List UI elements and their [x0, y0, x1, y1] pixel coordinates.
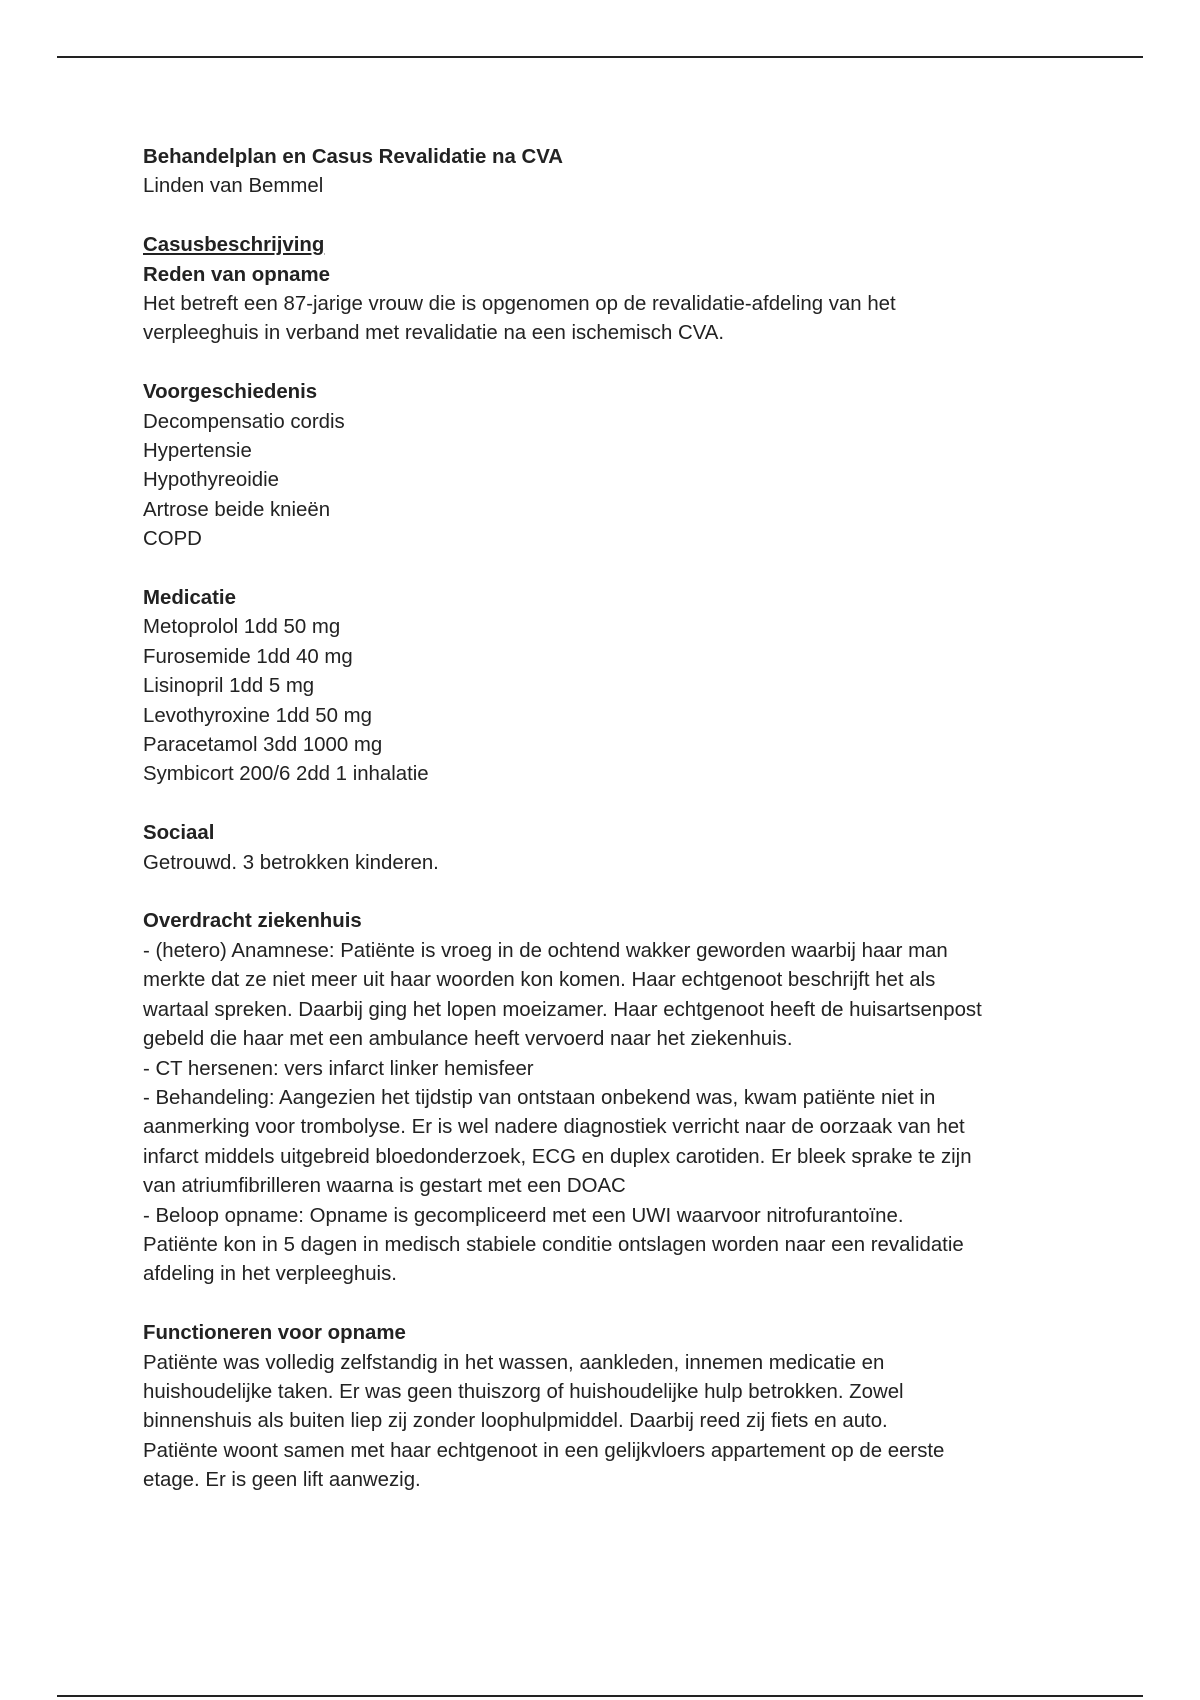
text-line: afdeling in het verpleeghuis. — [143, 1263, 397, 1286]
heading-voorgeschiedenis: Voorgeschiedenis — [143, 381, 318, 404]
list-item: Decompensatio cordis — [143, 410, 345, 433]
text-line: binnenshuis als buiten liep zij zonder loophulpmiddel. Daarbij reed zij fiets en auto. — [143, 1410, 888, 1433]
text-line: - (hetero) Anamnese: Patiënte is vroeg in de ochtend wakker geworden waarbij haar man — [143, 939, 948, 962]
list-item: Artrose beide knieën — [143, 498, 331, 521]
text-line: - CT hersenen: vers infarct linker hemisfeer — [143, 1057, 534, 1080]
list-item: Levothyroxine 1dd 50 mg — [143, 704, 372, 727]
list-item: Metoprolol 1dd 50 mg — [143, 616, 341, 639]
text-line: huishoudelijke taken. Er was geen thuiszorg of huishoudelijke hulp betrokken. Zowel — [143, 1380, 904, 1403]
list-item: Symbicort 200/6 2dd 1 inhalatie — [143, 763, 429, 786]
footer-rule — [57, 1695, 1143, 1697]
list-item: Furosemide 1dd 40 mg — [143, 645, 353, 668]
text-line: verpleeghuis in verband met revalidatie na een ischemisch CVA. — [143, 322, 725, 345]
document-title: Behandelplan en Casus Revalidatie na CVA — [143, 146, 564, 168]
document-body — [143, 143, 1078, 1496]
text-line: Getrouwd. 3 betrokken kinderen. — [143, 851, 439, 874]
medicatie-list — [143, 613, 1078, 789]
text-line: merkte dat ze niet meer uit haar woorden kon komen. Haar echtgenoot beschrijft het als — [143, 969, 936, 992]
heading-functioneren-voor-opname: Functioneren voor opname — [143, 1322, 406, 1345]
list-item: COPD — [143, 528, 202, 551]
heading-reden-van-opname: Reden van opname — [143, 263, 330, 286]
text-line: Patiënte was volledig zelfstandig in het wassen, aankleden, innemen medicatie en — [143, 1351, 885, 1374]
list-item: Paracetamol 3dd 1000 mg — [143, 734, 383, 757]
text-line: gebeld die haar met een ambulance heeft vervoerd naar het ziekenhuis. — [143, 1028, 793, 1051]
text-line: Patiënte woont samen met haar echtgenoot in een gelijkvloers appartement op de eerste — [143, 1439, 945, 1462]
list-item: Hypertensie — [143, 440, 252, 463]
text-line: Het betreft een 87-jarige vrouw die is opgenomen op de revalidatie-afdeling van het — [143, 293, 896, 316]
list-item: Hypothyreoidie — [143, 469, 280, 492]
document-author: Linden van Bemmel — [143, 175, 324, 198]
text-line: etage. Er is geen lift aanwezig. — [143, 1469, 421, 1492]
text-line: aanmerking voor trombolyse. Er is wel nadere diagnostiek verricht naar de oorzaak van het — [143, 1116, 965, 1139]
section-heading-casusbeschrijving: Casusbeschrijving — [143, 234, 325, 257]
text-line: van atriumfibrilleren waarna is gestart met een DOAC — [143, 1175, 626, 1198]
header-rule — [57, 56, 1143, 58]
text-line: Patiënte kon in 5 dagen in medisch stabiele conditie ontslagen worden naar een revalidatie — [143, 1233, 964, 1256]
heading-overdracht-ziekenhuis: Overdracht ziekenhuis — [143, 910, 362, 933]
text-line: - Beloop opname: Opname is gecompliceerd met een UWI waarvoor nitrofurantoïne. — [143, 1204, 904, 1227]
text-line: wartaal spreken. Daarbij ging het lopen moeizamer. Haar echtgenoot heeft de huisartsenpost — [143, 998, 982, 1021]
text-line: infarct middels uitgebreid bloedonderzoek, ECG en duplex carotiden. Er bleek sprake te zijn — [143, 1145, 972, 1168]
text-line: - Behandeling: Aangezien het tijdstip van ontstaan onbekend was, kwam patiënte niet in — [143, 1086, 936, 1109]
heading-medicatie: Medicatie — [143, 587, 236, 610]
voorgeschiedenis-list — [143, 408, 1078, 555]
list-item: Lisinopril 1dd 5 mg — [143, 675, 315, 698]
heading-sociaal: Sociaal — [143, 822, 215, 845]
